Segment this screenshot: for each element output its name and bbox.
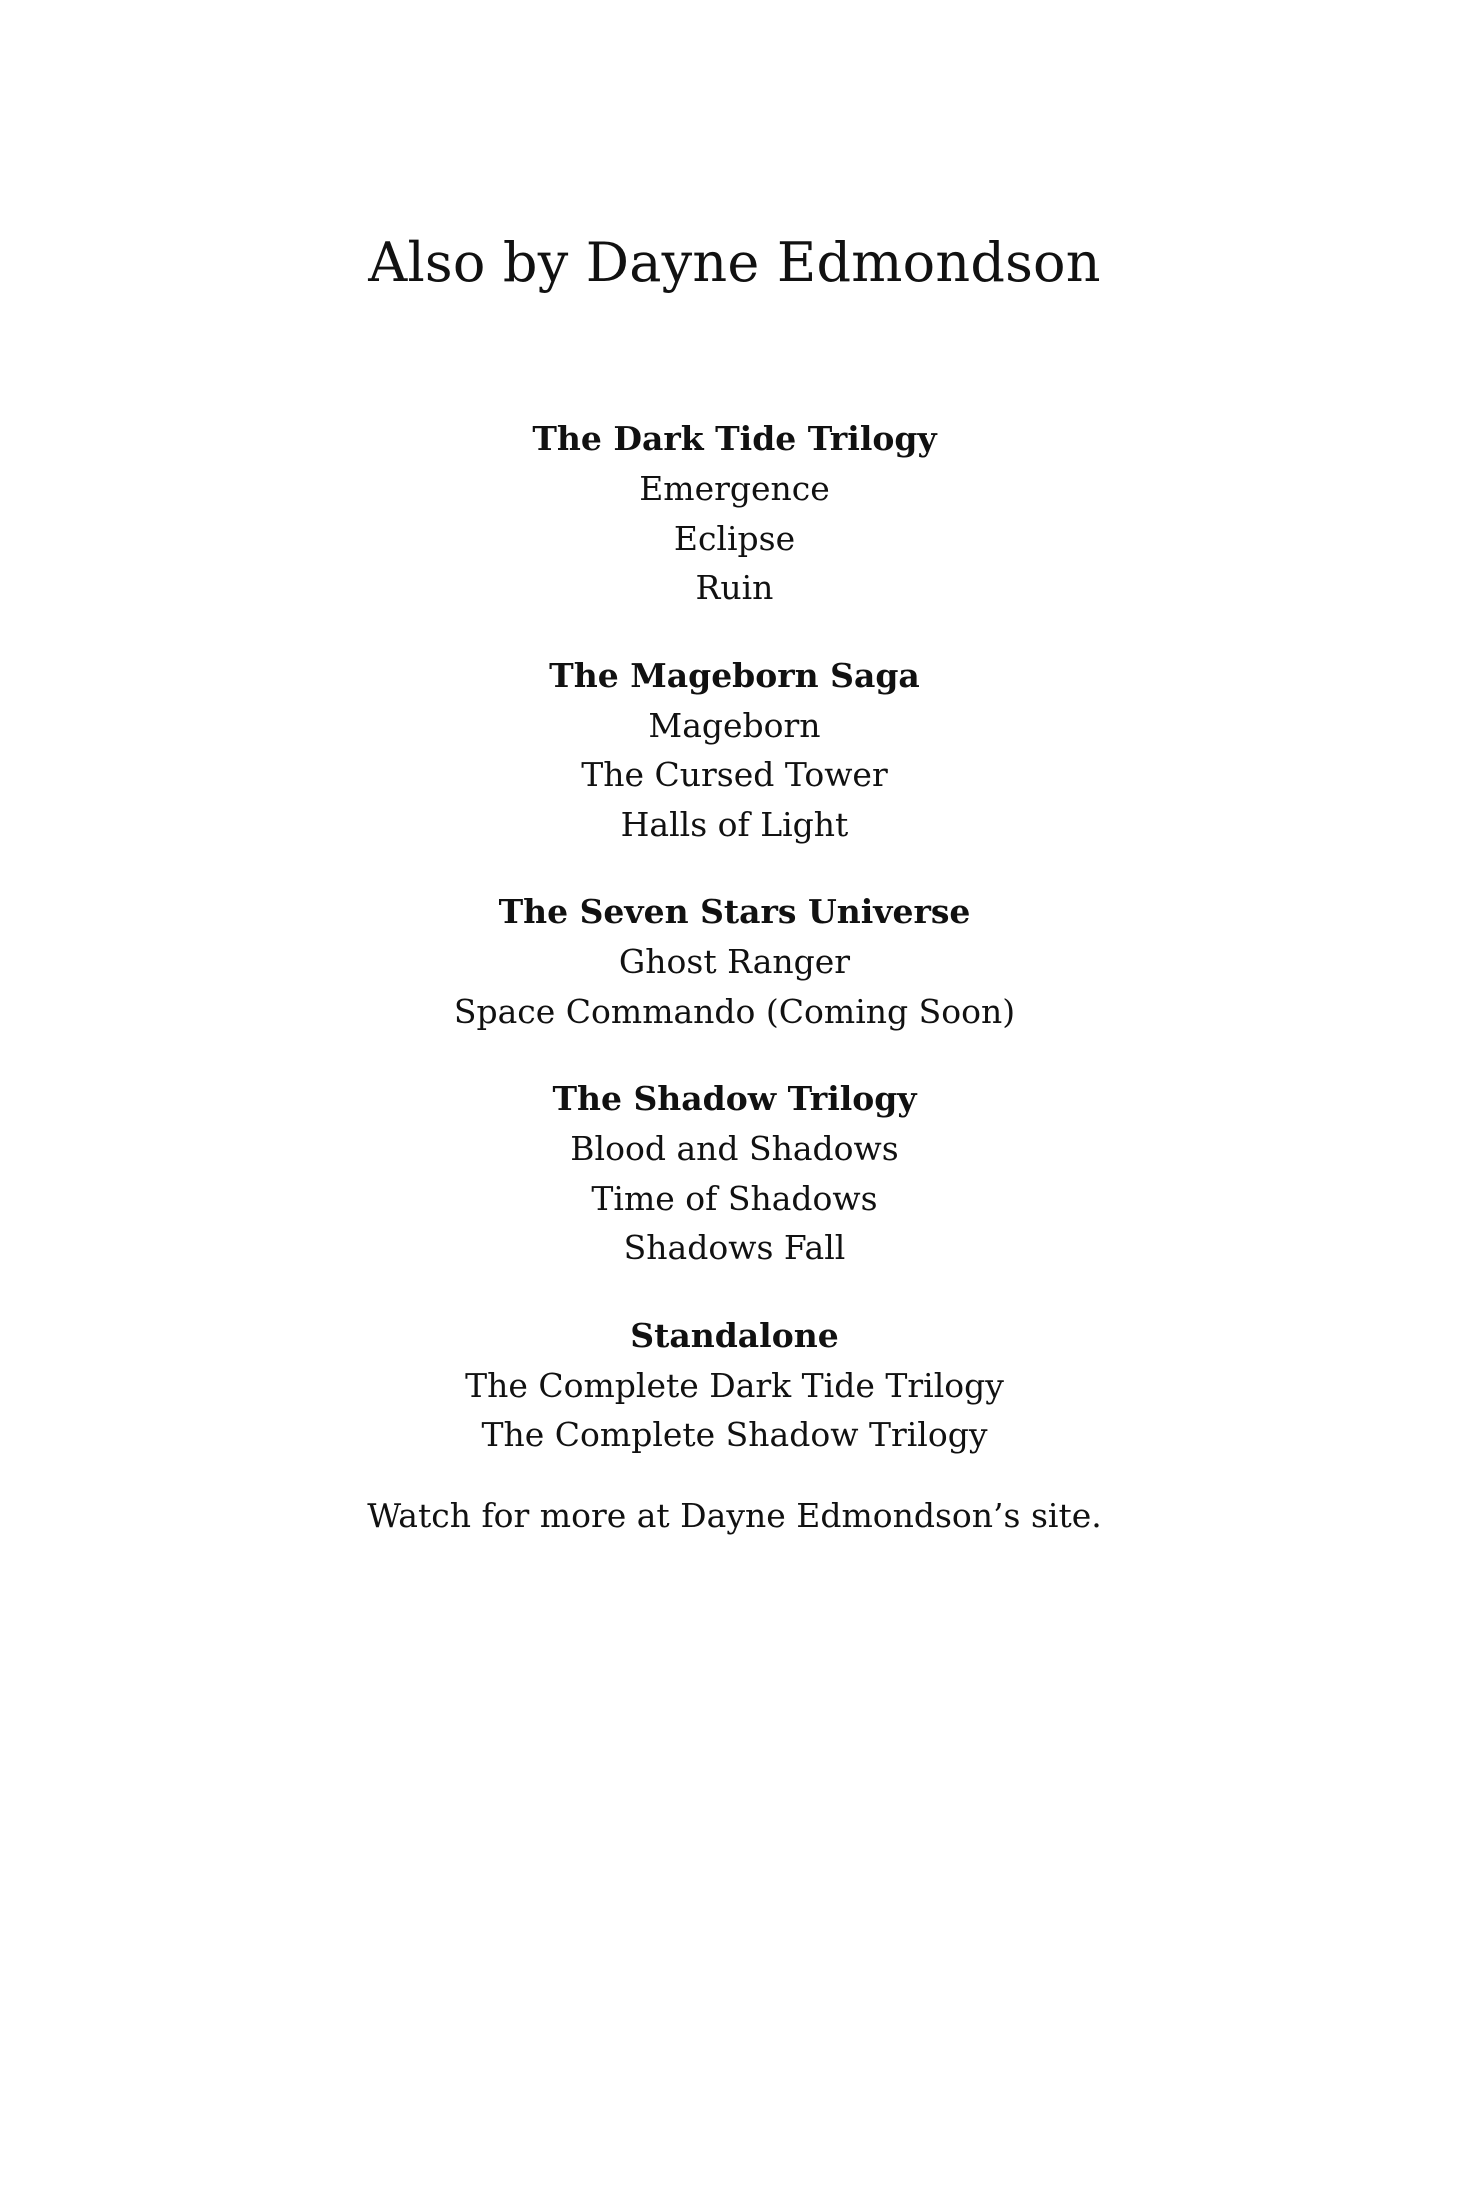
- book-title: Blood and Shadows: [570, 1129, 899, 1168]
- series-standalone: [0, 1311, 1469, 1460]
- series-heading: The Mageborn Saga: [549, 655, 920, 695]
- page-title: Also by Dayne Edmondson: [368, 231, 1101, 294]
- book-title: Halls of Light: [620, 804, 849, 844]
- author-site-link[interactable]: Watch for more at Dayne Edmondson’s site.: [367, 1496, 1102, 1535]
- series-dark-tide-trilogy: [0, 414, 1469, 613]
- book-title: Ghost Ranger: [618, 942, 851, 981]
- book-title: Space Commando (Coming Soon): [453, 991, 1016, 1031]
- book-title: The Complete Dark Tide Trilogy: [465, 1365, 1004, 1405]
- series-heading: The Shadow Trilogy: [552, 1079, 917, 1118]
- book-title: Shadows Fall: [623, 1228, 846, 1267]
- book-title: The Cursed Tower: [581, 755, 888, 794]
- book-title: Ruin: [695, 568, 774, 607]
- footer-note: [0, 1491, 1469, 1541]
- series-list: [0, 414, 1469, 1498]
- series-shadow-trilogy: [0, 1074, 1469, 1273]
- book-title: Eclipse: [673, 518, 796, 558]
- book-title: Time of Shadows: [591, 1178, 878, 1218]
- series-heading: The Seven Stars Universe: [498, 892, 971, 931]
- series-mageborn-saga: [0, 651, 1469, 850]
- series-heading: Standalone: [630, 1315, 839, 1355]
- book-title: Mageborn: [648, 705, 821, 745]
- series-heading: The Dark Tide Trilogy: [532, 419, 937, 458]
- book-title: The Complete Shadow Trilogy: [481, 1415, 988, 1454]
- book-title: Emergence: [639, 469, 830, 508]
- series-seven-stars-universe: [0, 887, 1469, 1036]
